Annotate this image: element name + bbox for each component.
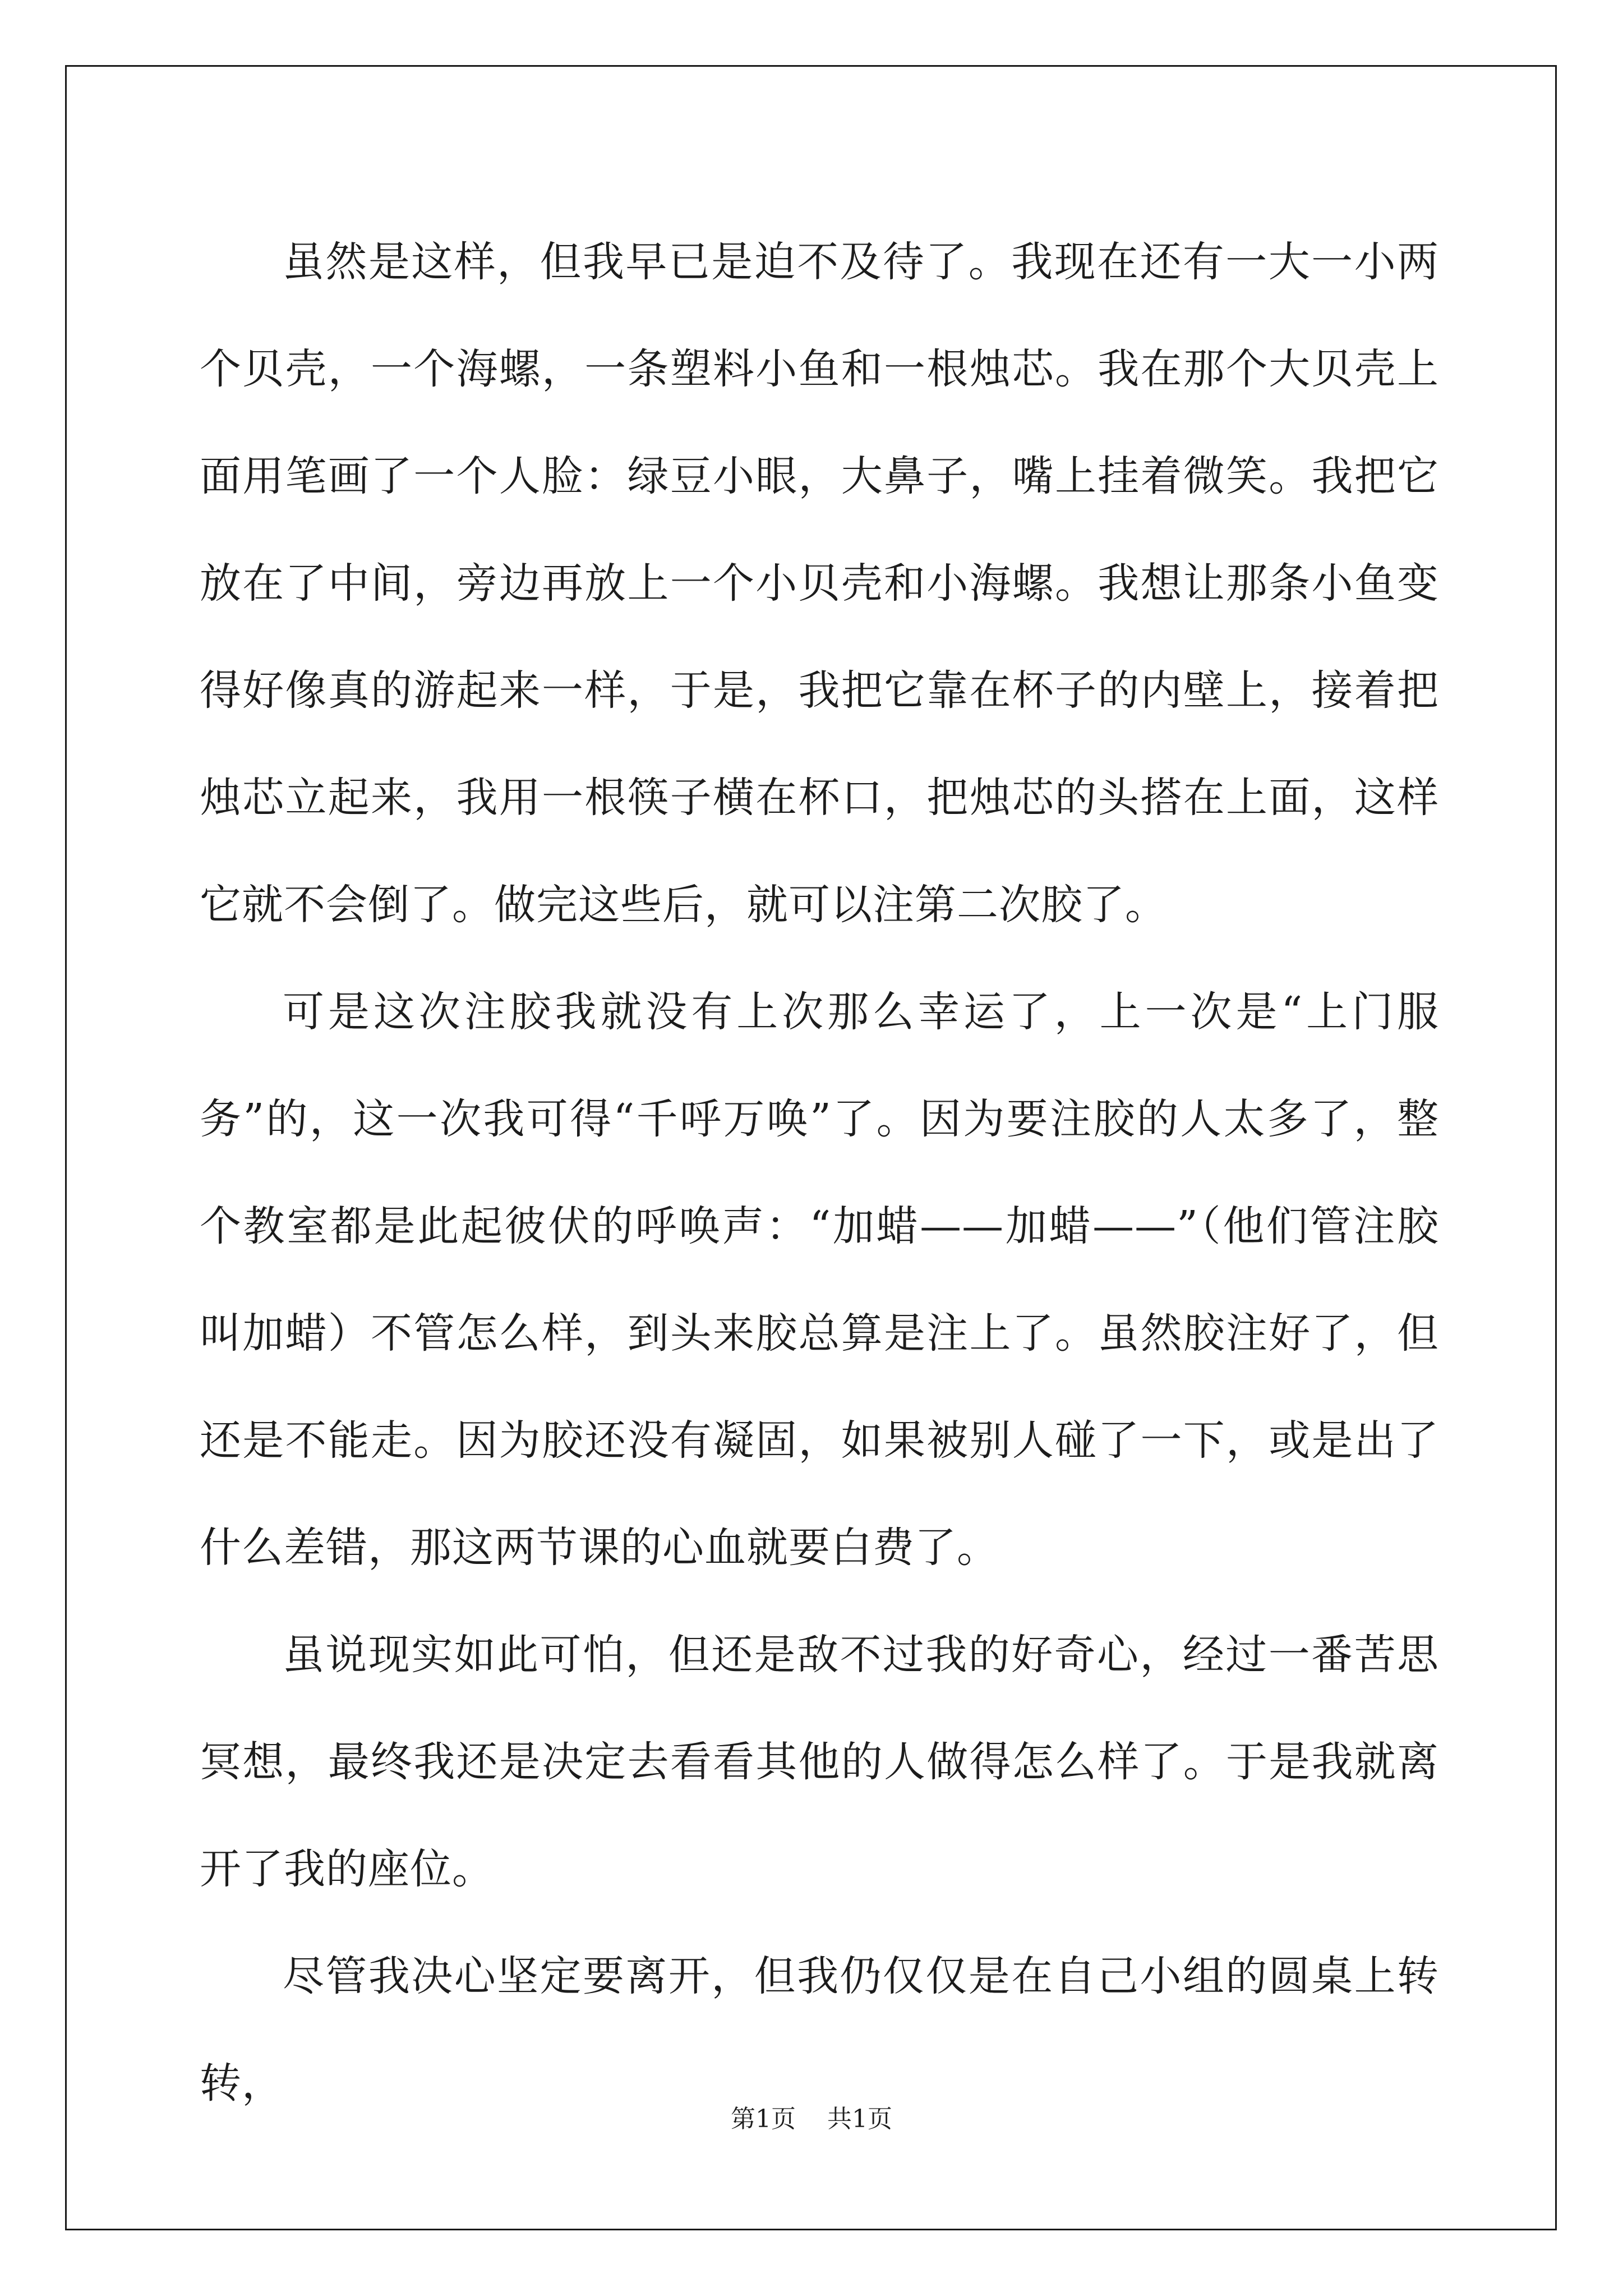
paragraph-1: 虽然是这样，但我早已是迫不及待了。我现在还有一大一小两个贝壳，一个海螺，一条塑料小鱼和一根烛芯。我在那个大贝壳上面用笔画了一个人脸：绿豆小眼，大鼻子，嘴上挂着微笑。我把它放在了中间，旁边再放上一个小贝壳和小海螺。我想让那条小鱼变得好像真的游起来一样，于是，我把它靠在杯子的内壁上，接着把烛芯立起来，我用一根筷子横在杯口，把烛芯的头搭在上面，这样它就不会倒了。做完这些后，就可以注第二次胶了。	[200, 238, 1439, 929]
page-number-total: 共1页	[827, 2105, 892, 2133]
paragraph-2: 可是这次注胶我就没有上次那么幸运了，上一次是“上门服务”的，这一次我可得“千呼万唤”了。因为要注胶的人太多了，整个教室都是此起彼伏的呼唤声：“加蜡——加蜡——”（他们管注胶叫加蜡）不管怎么样，到头来胶总算是注上了。虽然胶注好了，但还是不能走。因为胶还没有凝固，如果被别人碰了一下，或是出了什么差错，那这两节课的心血就要白费了。	[200, 988, 1439, 1572]
page-number-current: 第1页	[731, 2105, 796, 2133]
paragraph-4: 尽管我决心坚定要离开，但我仍仅仅是在自己小组的圆桌上转转，	[200, 1952, 1439, 2108]
footer-spacer	[796, 2105, 827, 2133]
page-footer	[0, 2102, 1623, 2136]
document-body	[200, 209, 1439, 2137]
paragraph-3: 虽说现实如此可怕，但还是敌不过我的好奇心，经过一番苦思冥想，最终我还是决定去看看其他的人做得怎么样了。于是我就离开了我的座位。	[200, 1631, 1439, 1893]
